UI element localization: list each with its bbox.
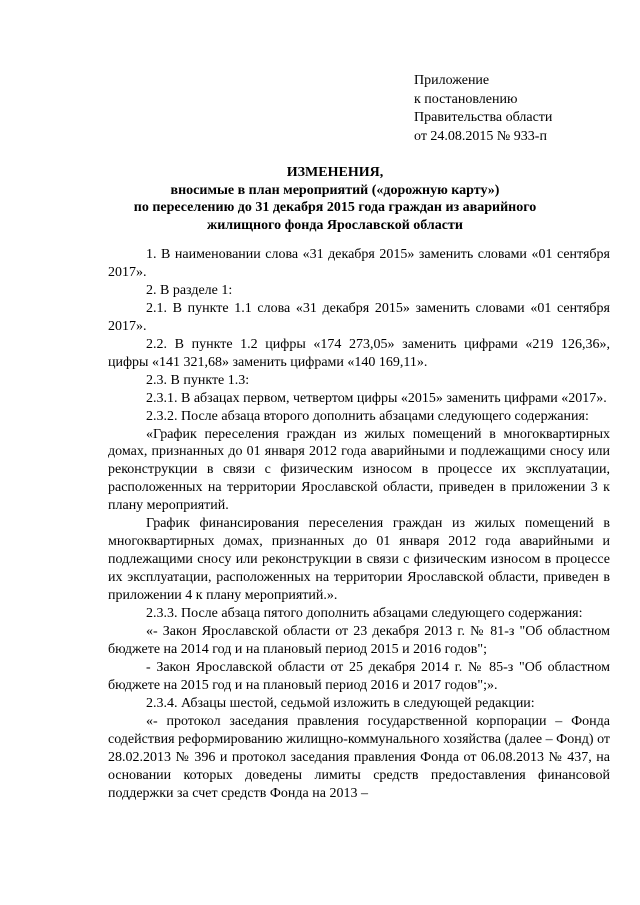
paragraph: 2.1. В пункте 1.1 слова «31 декабря 2015» заменить словами «01 сентября 2017». (108, 300, 610, 334)
appendix-header (414, 72, 552, 147)
document-body (108, 246, 610, 803)
appendix-line: Правительства области (414, 110, 553, 126)
title-line: жилищного фонда Ярославской области (207, 217, 463, 233)
paragraph: «- протокол заседания правления государственной корпорации – Фонда содействия реформированию жилищно-коммунального хозяйства (далее – Фонд) от 28.02.2013 № 396 и протокол заседания правления Фонда от 06.08.2013 № 437, на основании которых доведены лимиты средств предоставления финансовой поддержки за счет средств Фонда на 2013 – (108, 713, 610, 801)
title-line: вносимые в план мероприятий («дорожную карту») (170, 182, 500, 198)
paragraph: 1. В наименовании слова «31 декабря 2015» заменить словами «01 сентября 2017». (108, 247, 610, 280)
paragraph: График финансирования переселения граждан из жилых помещений в многоквартирных домах, признанных до 01 января 2012 года аварийными и подлежащими сносу или реконструкции в связи с физическим износом в процессе их эксплуатации, расположенных на территории Ярославской области, приведен в приложении 4 к плану мероприятий.». (108, 516, 610, 604)
paragraph: 2.3. В пункте 1.3: (146, 372, 250, 388)
paragraph: 2.3.3. После абзаца пятого дополнить абзацами следующего содержания: (146, 606, 583, 622)
paragraph: «- Закон Ярославской области от 23 декабря 2013 г. № 81-з "Об областном бюджете на 2014 год и на плановый период 2015 и 2016 годов"; (108, 624, 610, 657)
paragraph: 2.3.4. Абзацы шестой, седьмой изложить в следующей редакции: (146, 695, 535, 711)
paragraph: - Закон Ярославской области от 25 декабря 2014 г. № 85-з "Об областном бюджете на 2015 год и на плановый период 2016 и 2017 годов";». (108, 659, 610, 693)
paragraph: 2.3.2. После абзаца второго дополнить абзацами следующего содержания: (146, 408, 589, 424)
document-title (100, 164, 570, 234)
paragraph: «График переселения граждан из жилых помещений в многоквартирных домах, признанных до 01 января 2012 года аварийными и подлежащими сносу или реконструкции в связи с физическим износом в процессе их эксплуатации, расположенных на территории Ярославской области, приведен в приложении 3 к плану мероприятий. (108, 426, 610, 514)
appendix-line: от 24.08.2015 № 933-п (414, 129, 547, 145)
paragraph: 2. В разделе 1: (146, 282, 233, 298)
paragraph: 2.2. В пункте 1.2 цифры «174 273,05» заменить цифрами «219 126,36», цифры «141 321,68» заменить цифрами «140 169,11». (108, 336, 610, 370)
paragraph: 2.3.1. В абзацах первом, четвертом цифры «2015» заменить цифрами «2017». (146, 390, 607, 406)
appendix-line: к постановлению (414, 91, 518, 107)
title-line: по переселению до 31 декабря 2015 года граждан из аварийного (133, 200, 537, 216)
appendix-line: Приложение (414, 73, 490, 88)
title-line: ИЗМЕНЕНИЯ, (286, 165, 384, 180)
